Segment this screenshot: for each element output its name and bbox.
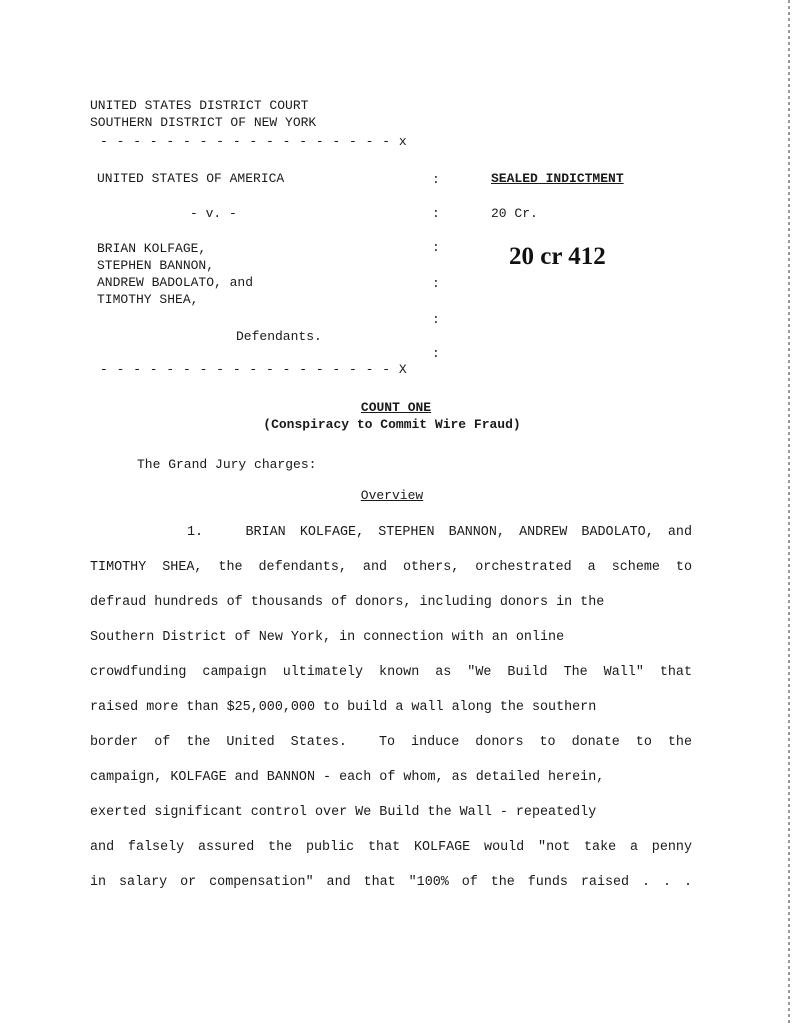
paragraph-line: and falsely assured the public that KOLFAGE would "not take a penny [90, 840, 692, 855]
caption-separator-bottom: - - - - - - - - - - - - - - - - - - X [100, 362, 408, 377]
paragraph-line: exerted significant control over We Build the Wall - repeatedly [90, 805, 597, 820]
criminal-docket-label: 20 Cr. [491, 206, 538, 221]
defendant-name: TIMOTHY SHEA, [97, 292, 199, 307]
paragraph-line: campaign, KOLFAGE and BANNON - each of whom, as detailed herein, [90, 770, 605, 785]
scan-edge [788, 0, 790, 1024]
paragraph-line: TIMOTHY SHEA, the defendants, and others, orchestrated a scheme to [90, 560, 692, 575]
plaintiff-name: UNITED STATES OF AMERICA [97, 171, 285, 186]
court-name-line2: SOUTHERN DISTRICT OF NEW YORK [90, 115, 317, 130]
caption-colon: : [432, 206, 440, 221]
caption-colon: : [432, 312, 440, 327]
defendants-label: Defendants. [236, 329, 322, 344]
court-name-line1: UNITED STATES DISTRICT COURT [90, 98, 309, 113]
paragraph-line: crowdfunding campaign ultimately known as "We Build The Wall" that [90, 665, 692, 680]
paragraph-line: 1. BRIAN KOLFAGE, STEPHEN BANNON, ANDREW BADOLATO, and [187, 525, 692, 540]
paragraph-line: raised more than $25,000,000 to build a wall along the southern [90, 700, 597, 715]
grand-jury-charges: The Grand Jury charges: [137, 457, 317, 472]
paragraph-line: border of the United States. To induce donors to donate to the [90, 735, 692, 750]
defendant-name: STEPHEN BANNON, [97, 258, 215, 273]
count-subheading: (Conspiracy to Commit Wire Fraud) [263, 417, 521, 432]
caption-colon: : [432, 346, 440, 361]
case-number: 20 cr 412 [509, 243, 606, 270]
section-title: Overview [360, 488, 424, 503]
paragraph-line: defraud hundreds of thousands of donors, including donors in the [90, 595, 605, 610]
versus-label: - v. - [190, 206, 237, 221]
caption-colon: : [432, 276, 440, 291]
paragraph-line: in salary or compensation" and that "100% of the funds raised . . . [90, 875, 692, 890]
caption-colon: : [432, 172, 440, 187]
defendant-name: BRIAN KOLFAGE, [97, 241, 207, 256]
document-type-title: SEALED INDICTMENT [491, 171, 624, 186]
defendant-name: ANDREW BADOLATO, and [97, 275, 254, 290]
caption-colon: : [432, 240, 440, 255]
paragraph-line: Southern District of New York, in connection with an online [90, 630, 565, 645]
count-heading: COUNT ONE [360, 400, 432, 415]
caption-separator-top: - - - - - - - - - - - - - - - - - - x [100, 134, 408, 149]
